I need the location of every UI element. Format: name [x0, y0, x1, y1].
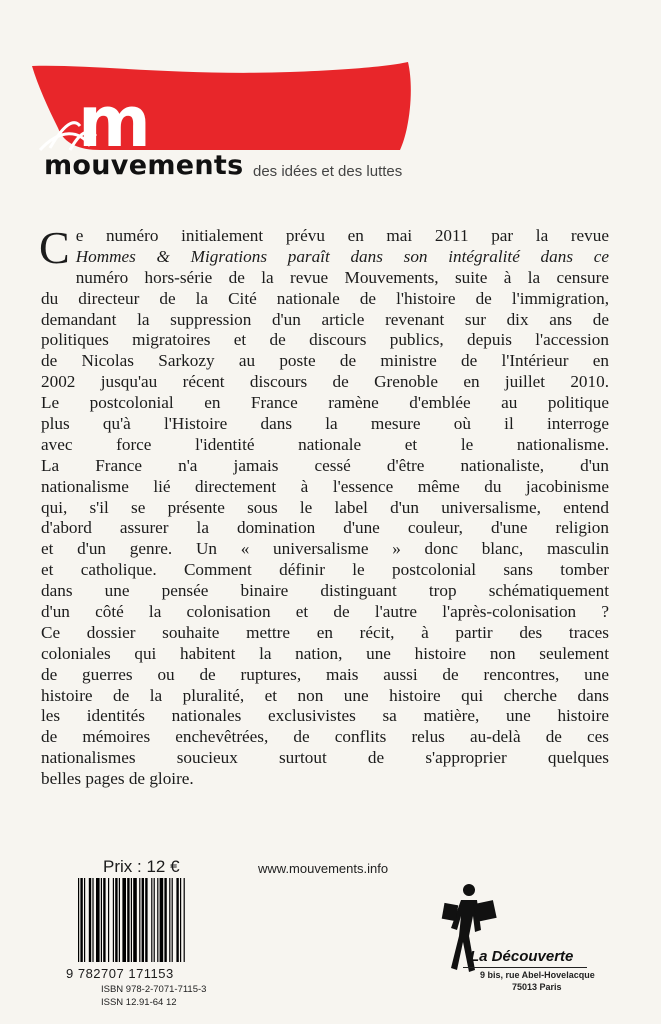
price-label: Prix : 12 € — [103, 857, 180, 876]
blurb-line: de guerres ou de ruptures, mais aussi de rencontres, une — [41, 664, 609, 684]
barcode-bar — [164, 878, 166, 962]
blurb-line: e numéro initialement prévu en mai 2011 par la revue — [75, 226, 609, 245]
barcode-bar — [103, 878, 105, 962]
barcode-graphic — [76, 878, 224, 964]
barcode-bar — [176, 878, 178, 962]
blurb-line: coloniales qui habitent la nation, une histoire non seulement — [41, 643, 609, 663]
publisher-divider — [463, 967, 587, 968]
barcode-bar — [80, 878, 82, 962]
blurb-line: Hommes & Migrations paraît dans son intégralité dans ce — [75, 246, 609, 266]
blurb-line: La France n'a jamais cessé d'être nationaliste, d'un — [41, 455, 609, 475]
barcode-bar — [108, 878, 109, 962]
barcode-bar — [169, 878, 170, 962]
barcode-bar — [122, 878, 126, 962]
blurb-line: Le postcolonial en France ramène d'emblée au politique — [41, 393, 609, 413]
barcode-number: 9 782707 171153 — [66, 966, 174, 981]
blurb-line: nationalisme lié directement à l'essence même du jacobinisme — [41, 476, 609, 496]
barcode-bar — [131, 878, 132, 962]
blurb-line: les identités nationales exclusivistes sa matière, une histoire — [41, 706, 609, 726]
barcode-bar — [154, 878, 155, 962]
barcode-bar — [180, 878, 181, 962]
back-cover-blurb — [39, 222, 609, 790]
barcode-bar — [101, 878, 102, 962]
barcode-bar — [142, 878, 144, 962]
blurb-line: numéro hors-série de la revue Mouvements, suite à la censure — [75, 267, 609, 287]
barcode-bar — [89, 878, 91, 962]
barcode-bar — [139, 878, 140, 962]
blurb-line: qui, s'il se présente sous le label d'un universalisme, entend — [41, 497, 609, 517]
blurb-line: et d'un genre. Un « universalisme » donc blanc, masculin — [41, 539, 609, 559]
blurb-line: Ce dossier souhaite mettre en récit, à partir des traces — [41, 622, 609, 642]
blurb-line: nationalismes soucieux surtout de s'approprier quelques — [41, 748, 609, 768]
blurb-line: dans une pensée binaire distinguant trop schématiquement — [41, 581, 609, 601]
mouvements-logo-swoosh — [30, 58, 420, 158]
website-url: www.mouvements.info — [258, 861, 389, 876]
issn-label: ISSN 12.91-64 12 — [101, 997, 177, 1008]
barcode-bar — [119, 878, 120, 962]
brand-name: mouvements — [44, 150, 244, 181]
barcode-bar — [78, 878, 79, 962]
blurb-line: demandant la suppression d'un article revenant sur dix ans de — [41, 309, 609, 329]
blurb-line: histoire de la pluralité, et non une histoire qui cherche dans — [41, 685, 609, 705]
barcode-bar — [115, 878, 117, 962]
blurb-line: de Nicolas Sarkozy au poste de ministre de l'Intérieur en — [41, 351, 609, 371]
blurb-line: plus qu'à l'Histoire dans la mesure où il interroge — [41, 414, 609, 434]
blurb-line: de mémoires enchevêtrées, de conflits relus au-delà de ces — [41, 727, 609, 747]
blurb-line: avec force l'identité nationale et le nationalisme. — [41, 434, 609, 454]
blurb-line: et catholique. Comment définir le postcolonial sans tomber — [41, 560, 609, 580]
blurb-line: belles pages de gloire. — [41, 769, 194, 789]
blurb-line: d'un côté la colonisation et de l'autre l'après-colonisation ? — [41, 602, 609, 622]
barcode-bar — [84, 878, 85, 962]
barcode-bar — [151, 878, 152, 962]
brand-tagline: des idées et des luttes — [253, 163, 403, 180]
barcode-bar — [172, 878, 173, 962]
barcode-bar — [160, 878, 164, 962]
barcode-bar — [184, 878, 185, 962]
blurb-line: du directeur de la Cité nationale de l'histoire de l'immigration, — [41, 288, 609, 308]
barcode-bar — [127, 878, 129, 962]
barcode-bar — [92, 878, 93, 962]
blurb-line: politiques migratoires et de discours publics, depuis l'accession — [41, 330, 609, 350]
barcode-bar — [145, 878, 147, 962]
blurb-line: 2002 jusqu'au récent discours de Grenoble en juillet 2010. — [41, 372, 609, 392]
svg-text:m: m — [78, 81, 151, 158]
publisher-address-city: 75013 Paris — [512, 982, 562, 992]
barcode-bar — [113, 878, 114, 962]
barcode-bar — [96, 878, 100, 962]
publisher-name: La Découverte — [470, 948, 574, 965]
blurb-line: d'abord assurer la domination d'une couleur, d'une religion — [41, 518, 609, 538]
barcode-bar — [157, 878, 158, 962]
publisher-address-line: 9 bis, rue Abel-Hovelacque — [480, 970, 595, 980]
barcode-bar — [133, 878, 137, 962]
isbn-label: ISBN 978-2-7071-7115-3 — [101, 984, 207, 995]
dropcap-letter: C — [39, 222, 70, 273]
